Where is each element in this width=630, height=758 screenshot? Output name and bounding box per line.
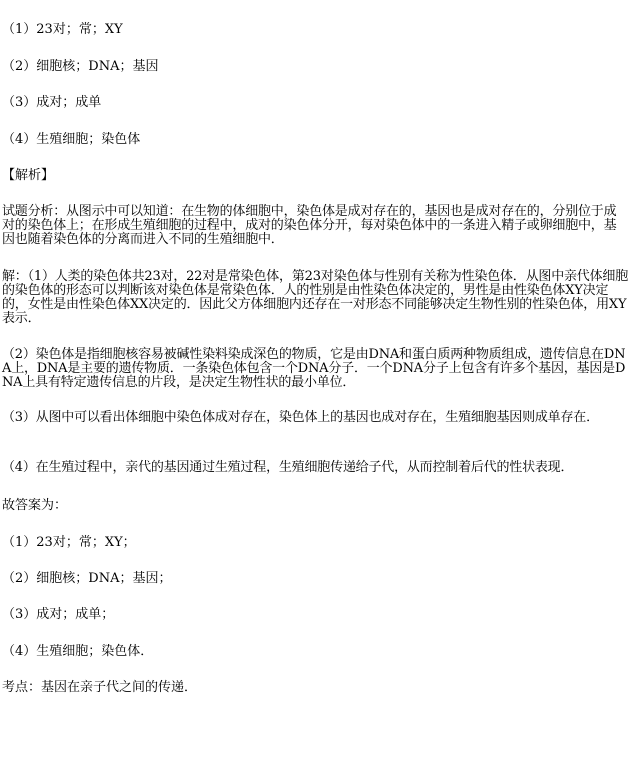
- answer-4: （4）生殖细胞；染色体: [2, 132, 141, 147]
- answer-2: （2）细胞核；DNA；基因: [2, 59, 159, 74]
- solution-4: （4）在生殖过程中，亲代的基因通过生殖过程，生殖细胞传递给子代，从而控制着后代的性状表现．: [2, 460, 574, 475]
- analysis-intro: 试题分析：从图示中可以知道：在生物的体细胞中，染色体是成对存在的，基因也是成对存在的，分别位于成对的染色体上；在形成生殖细胞的过程中，成对的染色体分开，每对染色体中的一条进入精子或卵细胞中，基因也随着染色体的分离而进入不同的生殖细胞中．: [2, 204, 617, 247]
- final-answer-2: （2）细胞核；DNA；基因；: [2, 571, 172, 586]
- final-answer-3: （3）成对；成单；: [2, 607, 115, 622]
- answer-3: （3）成对；成单: [2, 95, 102, 110]
- final-heading: 故答案为：: [2, 498, 68, 513]
- final-answer-4: （4）生殖细胞；染色体．: [2, 644, 154, 659]
- solution-2: （2）染色体是指细胞核容易被碱性染料染成深色的物质，它是由DNA和蛋白质两种物质组成，遗传信息在DNA上，DNA是主要的遗传物质．一条染色体包含一个DNA分子．一个DNA分子上包含有许多个基因，基因是DNA上具有特定遗传信息的片段，是决定生物性状的最小单位．: [2, 347, 626, 390]
- answer-1: （1）23对；常；XY: [2, 22, 123, 37]
- analysis-heading: 【解析】: [2, 168, 55, 183]
- solution-3: （3）从图中可以看出体细胞中染色体成对存在，染色体上的基因也成对存在，生殖细胞基因则成单存在．: [2, 410, 599, 425]
- final-answer-1: （1）23对；常；XY；: [2, 535, 136, 550]
- solution-1: 解：（1）人类的染色体共23对，22对是常染色体，第23对染色体与性别有关称为性染色体．从图中亲代体细胞的染色体的形态可以判断该对染色体是常染色体．人的性别是由性染色体决定的，男性是由性染色体XY决定的，女性是由性染色体XX决定的．因此父方体细胞内还存在一对形态不同能够决定生物性别的性染色体，用XY表示．: [2, 269, 628, 326]
- kaodian: 考点：基因在亲子代之间的传递．: [2, 680, 198, 695]
